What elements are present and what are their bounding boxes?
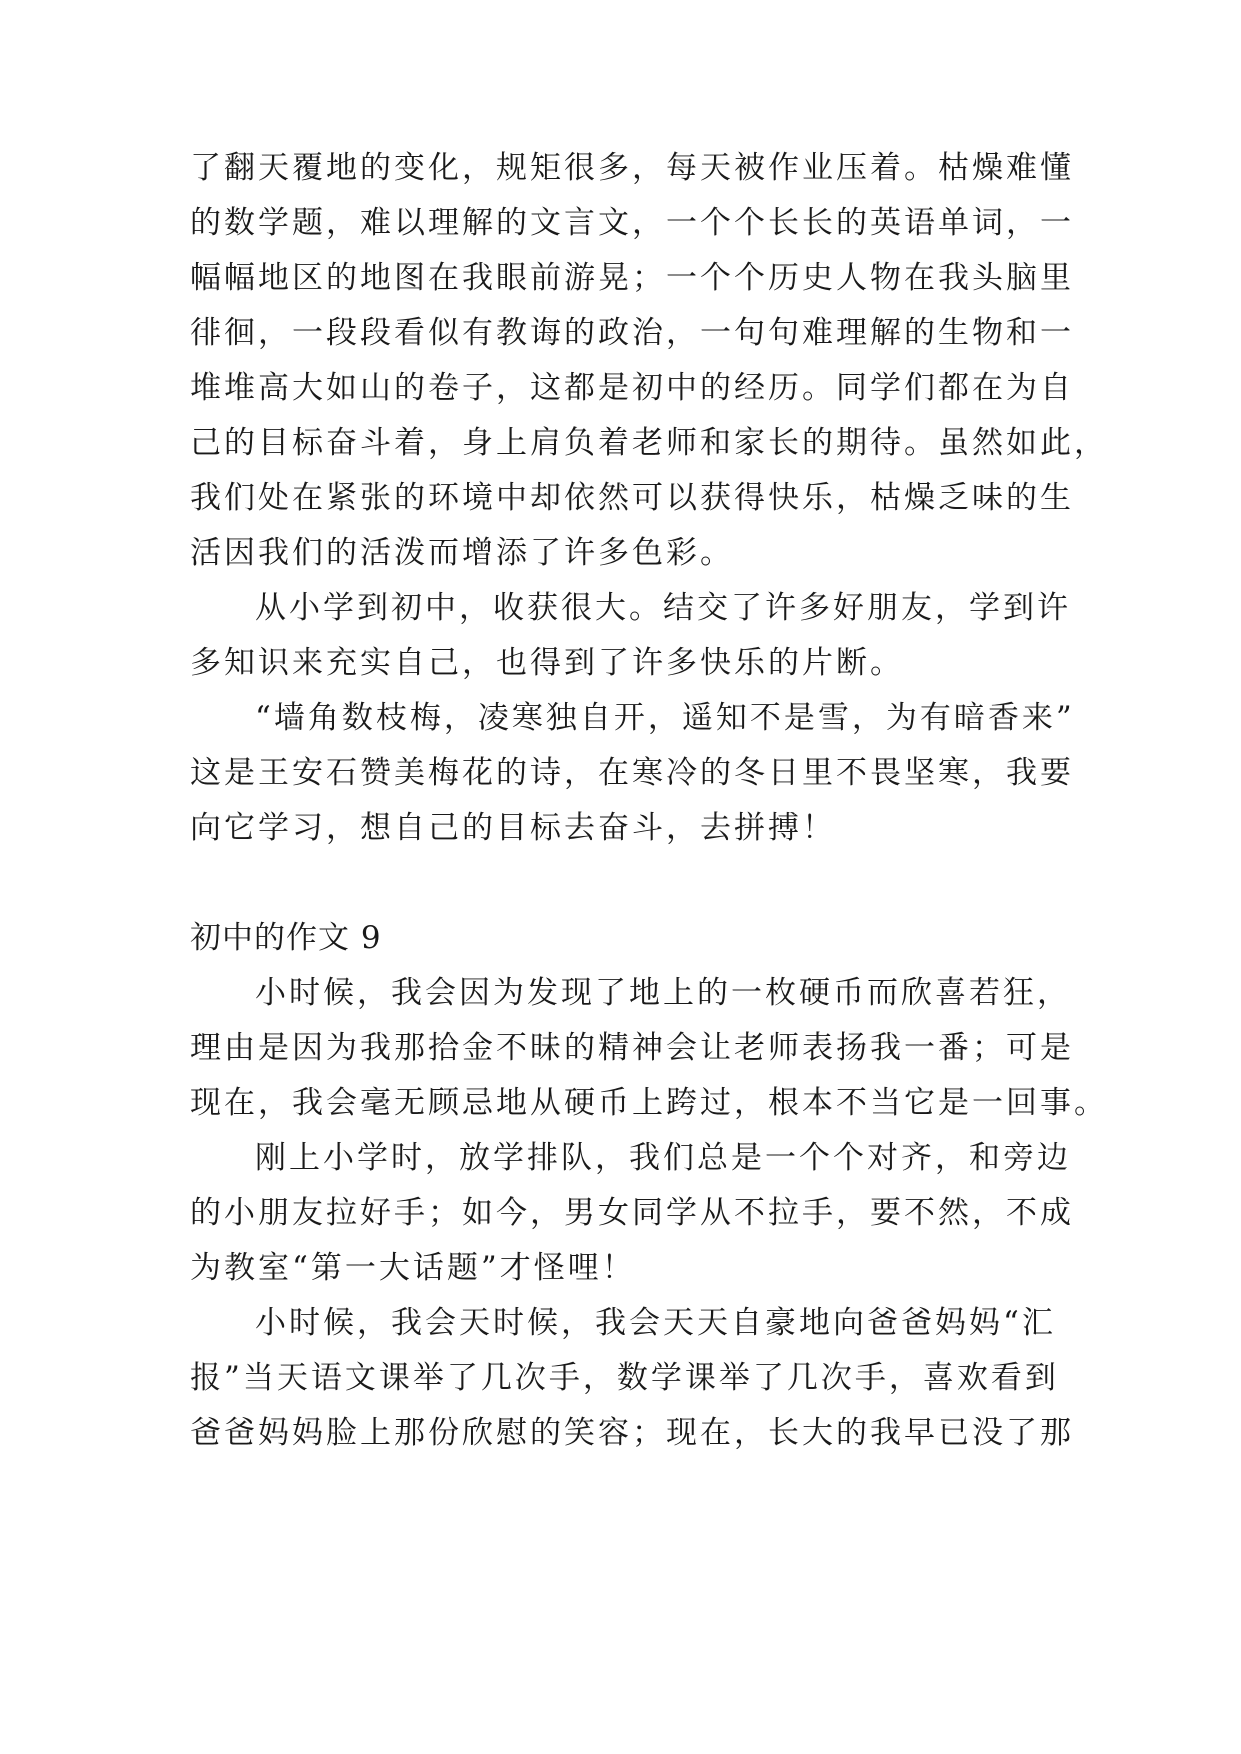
text-line: 多知识来充实自己，也得到了许多快乐的片断。 xyxy=(190,645,904,681)
text-line: 这是王安石赞美梅花的诗，在寒冷的冬日里不畏坚寒，我要 xyxy=(190,755,1074,791)
text-line: 了翻天覆地的变化，规矩很多，每天被作业压着。枯燥难懂 xyxy=(190,150,1074,186)
essay-title: 初中的作文 9 xyxy=(190,920,382,956)
text-line: 刚上小学时，放学排队，我们总是一个个对齐，和旁边 xyxy=(255,1140,1071,1176)
text-line: 理由是因为我那拾金不昧的精神会让老师表扬我一番；可是 xyxy=(190,1030,1074,1066)
text-line: “墙角数枝梅，凌寒独自开，遥知不是雪，为有暗香来” xyxy=(255,700,1075,736)
text-line: 小时候，我会因为发现了地上的一枚硬币而欣喜若狂， xyxy=(255,975,1071,1011)
text-line: 活因我们的活泼而增添了许多色彩。 xyxy=(190,535,734,571)
text-line: 爸爸妈妈脸上那份欣慰的笑容；现在，长大的我早已没了那 xyxy=(190,1415,1074,1451)
text-line: 的小朋友拉好手；如今，男女同学从不拉手，要不然，不成 xyxy=(190,1195,1074,1231)
text-line: 我们处在紧张的环境中却依然可以获得快乐，枯燥乏味的生 xyxy=(190,480,1074,516)
text-line: 从小学到初中，收获很大。结交了许多好朋友，学到许 xyxy=(255,590,1071,626)
text-line: 现在，我会毫无顾忌地从硬币上跨过，根本不当它是一回事。 xyxy=(190,1085,1108,1121)
text-line: 徘徊，一段段看似有教诲的政治，一句句难理解的生物和一 xyxy=(190,315,1074,351)
text-line: 的数学题，难以理解的文言文，一个个长长的英语单词，一 xyxy=(190,205,1074,241)
text-line: 己的目标奋斗着，身上肩负着老师和家长的期待。虽然如此， xyxy=(190,425,1108,461)
text-line: 幅幅地区的地图在我眼前游晃；一个个历史人物在我头脑里 xyxy=(190,260,1074,296)
text-line: 向它学习，想自己的目标去奋斗，去拼搏！ xyxy=(190,810,836,846)
text-line: 报”当天语文课举了几次手，数学课举了几次手，喜欢看到 xyxy=(190,1360,1059,1396)
text-line: 为教室“第一大话题”才怪哩！ xyxy=(190,1250,636,1286)
text-line: 小时候，我会天时候，我会天天自豪地向爸爸妈妈“汇 xyxy=(255,1305,1056,1341)
text-line: 堆堆高大如山的卷子，这都是初中的经历。同学们都在为自 xyxy=(190,370,1074,406)
